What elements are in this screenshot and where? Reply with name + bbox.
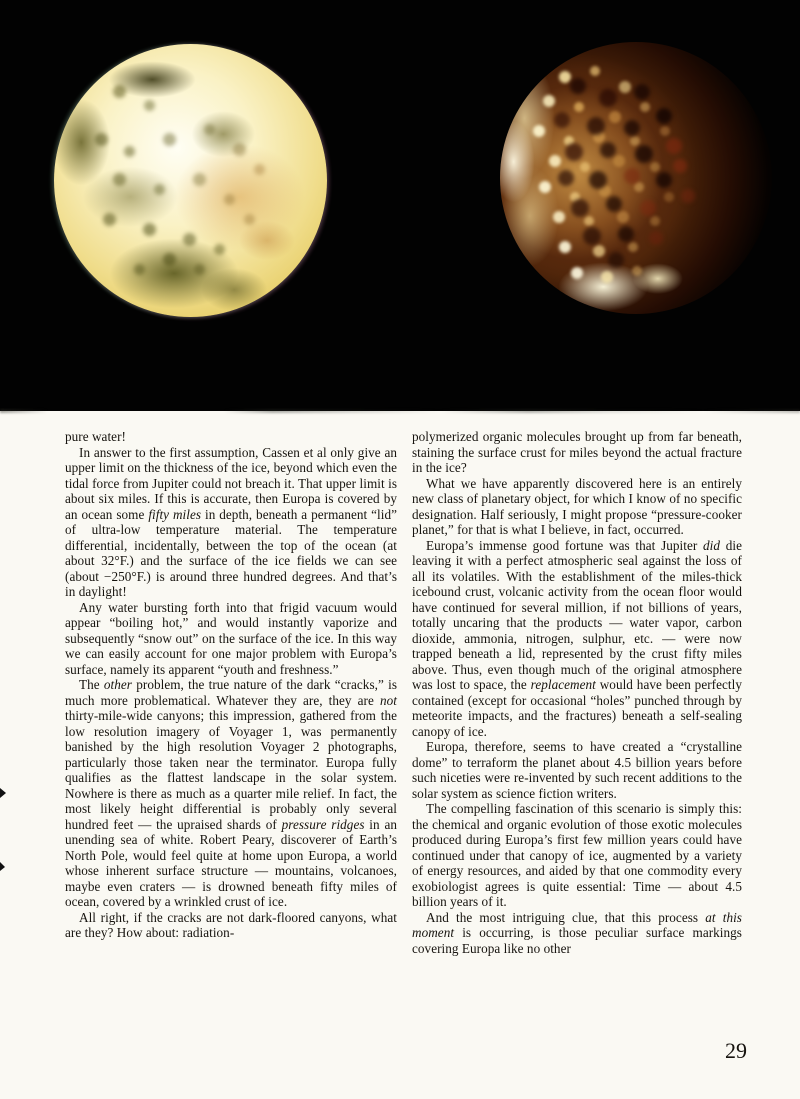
full-disc-moon-photo bbox=[54, 44, 327, 317]
article-column-left bbox=[65, 429, 397, 941]
paragraph: polymerized organic molecules brought up from far beneath, staining the surface crust for miles beyond the actual fracture in the ice? bbox=[412, 429, 742, 475]
paragraph: What we have apparently discovered here is an entirely new class of planetary object, for which I know of no specific designation. Half seriously, I might propose “pressure-cooker planet,” for that is what I believe, in fact, occurred. bbox=[412, 475, 742, 537]
paragraph: Europa’s immense good fortune was that Jupiter did die leaving it with a perfect atmospheric seal against the loss of all its volatiles. With the establishment of the miles-thick icebound crust, volcanic activity from the ocean floor would have continued for several million, if not billions of years, totally uncaring that the products — water vapor, carbon dioxide, ammonia, nitrogen, sulphur, etc. — were now trapped beneath a lid, represented by the crust fifty miles above. Thus, even though much of the original atmosphere was lost to space, the replacement would have been perfectly contained (except for occasional “holes” punched through by meteorite impacts, and the fractures) beneath a self-sealing canopy of ice. bbox=[412, 537, 742, 739]
article-column-right bbox=[412, 429, 742, 956]
paragraph: The other problem, the true nature of the dark “cracks,” is much more problematical. Whatever they are, they are not thirty-mile-wide canyons; this impression, gathered from the low resolution imagery of Voyager 1, was permanently banished by the high resolution Voyager 2 photographs, particularly those taken near the terminator. Europa fully qualifies as the flattest landscape in the solar system. Nowhere is there as much as a quarter mile relief. In fact, the most likely height differential is probably only several hundred feet — the upraised shards of pressure ridges in an unending sea of white. Robert Peary, discoverer of Earth’s North Pole, would feel quite at home upon Europa, a world whose inherent surface structure — mountains, volcanoes, maybe even craters — is drowned beneath fifty miles of ocean, covered by a wrinkled crust of ice. bbox=[65, 677, 398, 909]
moon-dark-speckles bbox=[500, 42, 508, 50]
print-registration-mark bbox=[0, 788, 6, 798]
photo-band bbox=[0, 0, 800, 411]
print-registration-mark bbox=[0, 862, 5, 871]
moon-surface-mottling bbox=[54, 44, 61, 51]
paragraph: pure water! bbox=[65, 429, 126, 444]
photo-band-edge bbox=[0, 409, 800, 413]
paragraph: And the most intriguing clue, that this process at this moment is occurring, is those peculiar surface markings covering Europa like no other bbox=[412, 909, 742, 956]
paragraph: Europa, therefore, seems to have created a “crystalline dome” to terraform the planet about 4.5 billion years before such niceties were re-invented by such recent additions to the solar system as science fiction writers. bbox=[412, 739, 742, 801]
paragraph: All right, if the cracks are not dark-floored canyons, what are they? How about: radiation- bbox=[65, 909, 397, 940]
paragraph: Any water bursting forth into that frigid vacuum would appear “boiling hot,” and would instantly vaporize and subsequently “snow out” on the surface of the ice. In this way we can easily account for one major problem with Europa’s surface, namely its apparent “youth and freshness.” bbox=[65, 599, 397, 677]
crescent-moon-photo bbox=[500, 42, 772, 314]
paragraph: The compelling fascination of this scenario is simply this: the chemical and organic evolution of those exotic molecules produced during Europa’s first few million years could have continued under that canopy of ice, augmented by a variety of energy resources, and aided by that one commodity every exobiologist agrees is quite essential: Time — about 4.5 billion years of it. bbox=[412, 801, 742, 909]
paragraph: In answer to the first assumption, Cassen et al only give an upper limit on the thickness of the ice, beyond which even the tidal force from Jupiter could not breach it. That upper limit is about six miles. If this is accurate, then Europa is covered by an ocean some fifty miles in depth, beneath a permanent “lid” of ultra-low temperature material. The temperature differential, incidentally, between the top of the ocean (at about 32°F.) and the surface of the ice fields we can see (about −250°F.) is around three hundred degrees. And that’s in daylight! bbox=[65, 444, 398, 599]
page-number: 29 bbox=[725, 1038, 747, 1063]
